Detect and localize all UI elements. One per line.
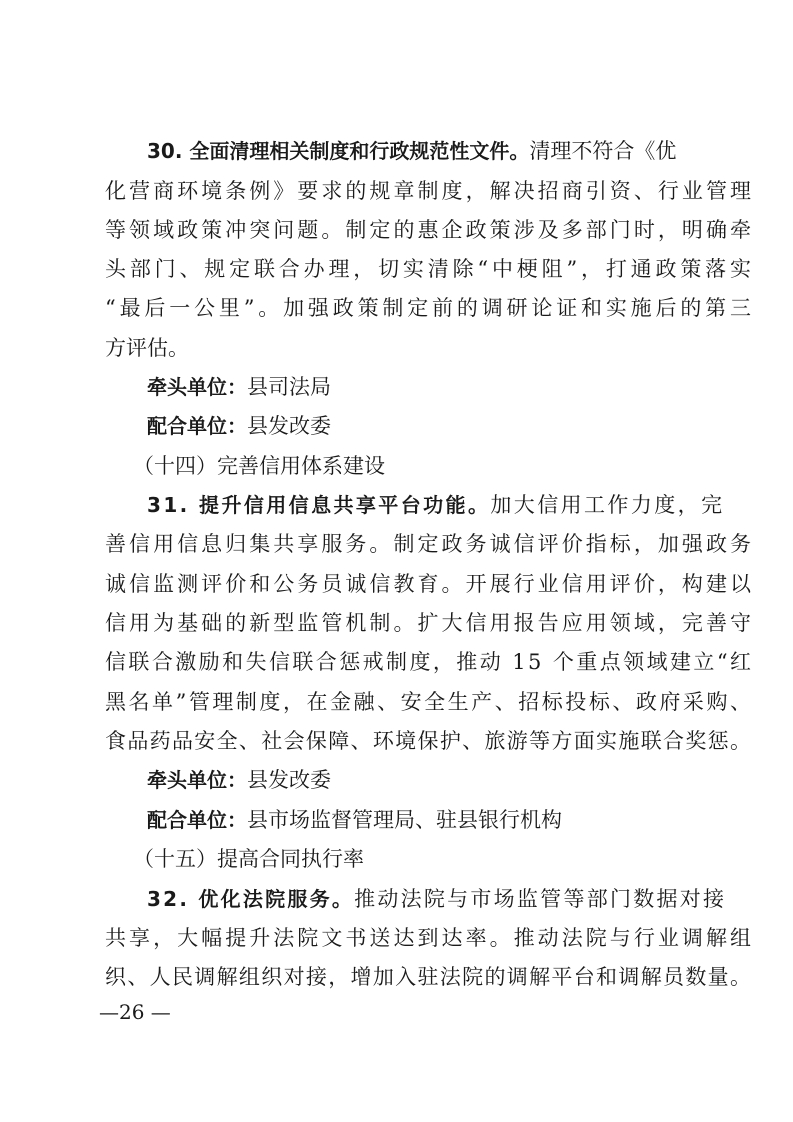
item30-line5: “最后一公里”。加强政策制定前的调研论证和实施后的第三 (105, 296, 755, 320)
lead-unit-value: 县司法局 (247, 375, 331, 399)
item31-line5: 信联合激励和失信联合惩戒制度，推动 15 个重点领域建立“红 (105, 650, 754, 674)
coop-unit-label: 配合单位： (147, 808, 247, 832)
lead-unit-label: 牵头单位： (147, 768, 247, 792)
lead-unit-label: 牵头单位： (147, 375, 247, 399)
item31-heading: 31. 提升信用信息共享平台功能。 (147, 493, 491, 517)
coop-unit-value: 县市场监督管理局、驻县银行机构 (247, 808, 562, 832)
coop-unit-label: 配合单位： (147, 414, 247, 438)
item32-heading: 32. 优化法院服务。 (147, 887, 355, 911)
item32-line2: 共享，大幅提升法院文书送达到达率。推动法院与行业调解组 (105, 926, 755, 950)
item30-line3: 等领域政策冲突问题。制定的惠企政策涉及多部门时，明确牵 (105, 218, 755, 242)
item31-line6: 黑名单”管理制度，在金融、安全生产、招标投标、政府采购、 (105, 690, 754, 714)
item30-line6: 方评估。 (105, 336, 189, 360)
item31-lead-unit (0, 761, 793, 799)
item30-line1-text: 清理不符合《优 (529, 139, 677, 163)
item30-coop-unit (0, 407, 793, 445)
item30-line2: 化营商环境条例》要求的规章制度，解决招商引资、行业管理 (105, 179, 755, 203)
section15-heading: （十五）提高合同执行率 (133, 847, 364, 871)
item31-line3: 诚信监测评价和公务员诚信教育。开展行业信用评价，构建以 (105, 572, 755, 596)
item31-line7: 食品药品安全、社会保障、环境保护、旅游等方面实施联合奖惩。 (105, 729, 753, 753)
item30-heading: 30. 全面清理相关制度和行政规范性文件。 (147, 139, 530, 163)
item32-line1-text: 推动法院与市场监管等部门数据对接 (354, 887, 727, 911)
lead-unit-value: 县发改委 (247, 768, 331, 792)
coop-unit-value: 县发改委 (247, 414, 331, 438)
item30-line1 (0, 132, 793, 170)
section14-heading: （十四）完善信用体系建设 (133, 454, 385, 478)
item31-line1 (0, 486, 793, 524)
item32-line1 (0, 880, 793, 918)
item30-line4: 头部门、规定联合办理，切实清除“中梗阻”，打通政策落实 (105, 257, 755, 281)
item31-line4: 信用为基础的新型监管机制。扩大信用报告应用领域，完善守 (105, 611, 755, 635)
item31-coop-unit (0, 801, 793, 839)
item31-line1-text: 加大信用工作力度，完 (490, 493, 725, 517)
page-number: —26 — (99, 1000, 171, 1024)
item31-line2: 善信用信息归集共享服务。制定政务诚信评价指标，加强政务 (105, 532, 755, 556)
item30-lead-unit (0, 368, 793, 406)
item32-line3: 织、人民调解组织对接，增加入驻法院的调解平台和调解员数量。 (105, 965, 753, 989)
